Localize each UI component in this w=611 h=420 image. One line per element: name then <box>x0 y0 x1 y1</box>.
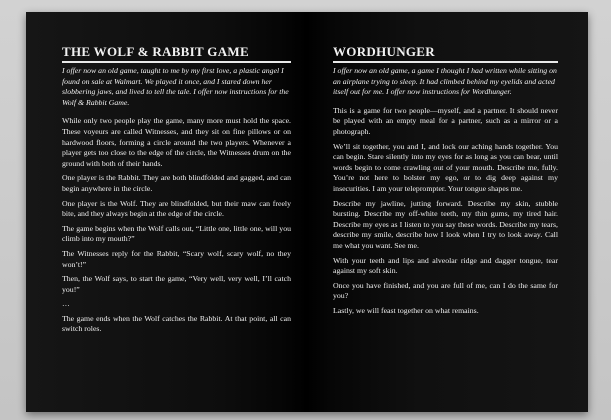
book-gutter <box>302 12 312 412</box>
right-page <box>307 12 588 412</box>
paragraph: This is a game for two people—myself, and a partner. It should never be played with an empty meal for a partner, such as a mirror or a photograph. <box>333 105 558 136</box>
paragraph: Lastly, we will feast together on what remains. <box>333 305 479 315</box>
ellipsis: … <box>62 299 70 309</box>
paragraph: The game begins when the Wolf calls out, “Little one, little one, will you climb into my mouth?” <box>62 223 291 244</box>
paragraph: Once you have finished, and you are full of me, can I do the same for you? <box>333 280 558 301</box>
paragraph: One player is the Wolf. They are blindfolded, but their maw can freely bite, and they always begin at the edge of the circle. <box>62 198 291 219</box>
paragraph: Then, the Wolf says, to start the game, “Very well, very well, I’ll catch you!” <box>62 274 291 294</box>
open-book <box>26 12 588 412</box>
paragraph: One player is the Rabbit. They are both blindfolded and gagged, and can begin anywhere in the circle. <box>62 173 291 193</box>
paragraph: The game ends when the Wolf catches the Rabbit. At that point, all can switch roles. <box>62 313 291 334</box>
paragraph: With your teeth and lips and alveolar ridge and dagger tongue, tear against my soft skin. <box>333 255 558 276</box>
title-rule <box>333 61 558 63</box>
intro-text: I offer now an old game, taught to me by my first love, a plastic angel I found on sale at Walmart. We played it once, and I stared down her slobbering jaws, and lived to tell the tale. I offer now instructions for the Wolf & Rabbit Game. <box>62 66 289 107</box>
paragraph: Describe my jawline, jutting forward. Describe my skin, stubble bursting. Describe my off-white teeth, my thin gums, my tired hair. Describe my eyes as I listen to you say these words. Describe my tears, describe my smile, describe how I look when I try to look away. Call me what you want. See me. <box>333 198 558 250</box>
title-rule <box>62 61 291 63</box>
paragraph: While only two people play the game, many more must hold the space. These voyeurs are called Witnesses, and they sit on fine pillows or on hardwood floors, forming a circle around the two players. Whenever a player gets too close to the edge of the circle, the Witnesses drum on the ground with both of their hands. <box>62 116 291 168</box>
paragraph: The Witnesses reply for the Rabbit, “Scary wolf, scary wolf, no they won’t!” <box>62 248 291 269</box>
left-page <box>26 12 307 412</box>
intro-text: I offer now an old game, a game I thought I had written while sitting on an airplane trying to sleep. It had climbed behind my eyelids and acted itself out for me. I offer now instructions for Wordhunger. <box>333 66 557 97</box>
page-title: THE WOLF & RABBIT GAME <box>62 44 249 59</box>
page-title: WORDHUNGER <box>333 44 435 59</box>
paragraph: We’ll sit together, you and I, and lock our aching hands together. You can begin. Stare silently into my eyes for as long as you can bear, until words begin to come crawling out of your mouth. Describe me, fully. You’re not here to bolster my ego, or to dig deep against my insecurities. I am your teleprompter. Your tongue shapes me. <box>333 141 558 193</box>
